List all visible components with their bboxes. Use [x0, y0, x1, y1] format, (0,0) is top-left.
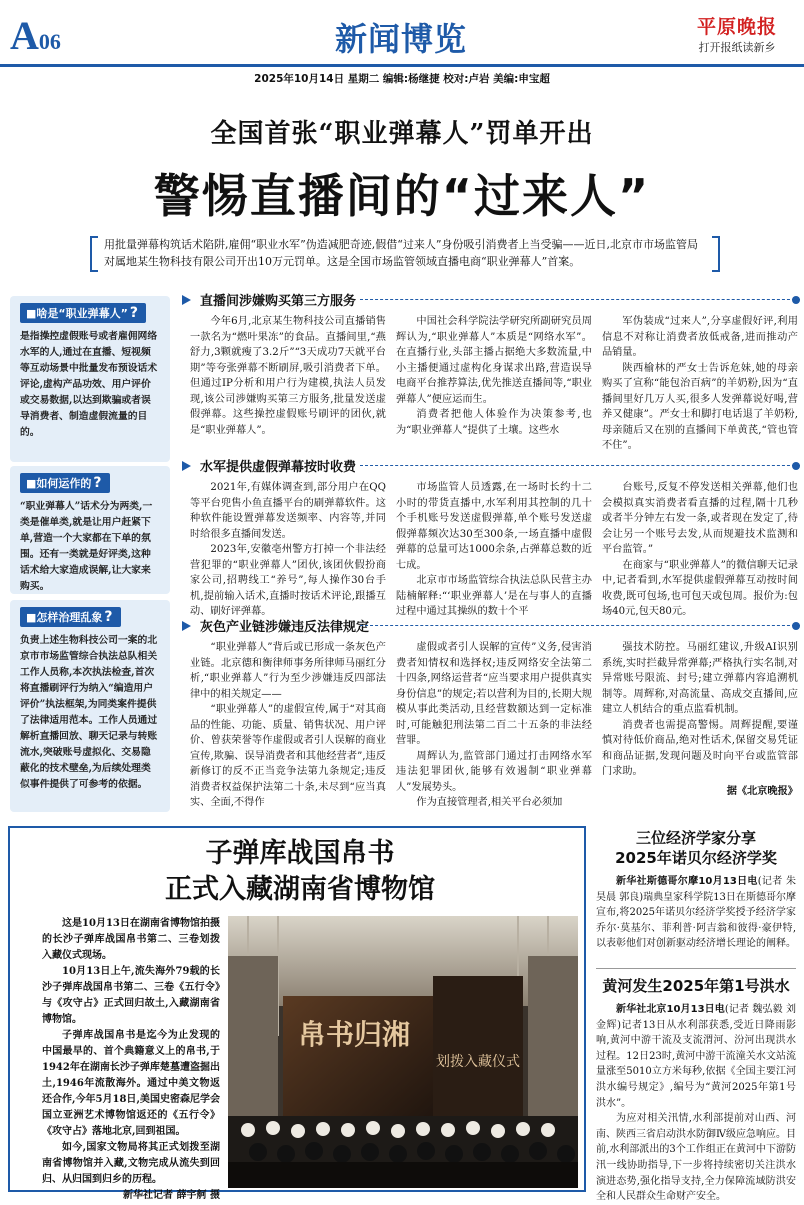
- article-column: “职业弹幕人”背后或已形成一条灰色产业链。北京德和衡律师事务所律师马丽红分析,“职业弹幕人”行为至少涉嫌违反四部法律中的相关规定—— “职业弹幕人”的虚假宣传,属于“对其商品的性能、功能、质量、销售状况、用户评价、曾获荣誉等作虚假或者引人误解的商业宣传,欺骗、误导消费者和其他经营者”,违反新修订的反不正当竞争法第九条规定;违反消费者权益保护法第二十条,未尽到“应当真实、全面,不得作: [190, 642, 386, 808]
- subhead-text: 灰色产业链涉嫌违反法律规定: [200, 620, 370, 635]
- qa-text: 是指操控虚假账号或者雇佣网络水军的人,通过在直播、短视频等互动场景中批量发布预设话术评论,虚构产品功效、用户评价或交易数据,以达到欺骗或者误导消费者、制造虚假流量的目的。: [20, 331, 158, 438]
- feature-box: [8, 826, 586, 1201]
- kicker-headline: 全国首张“职业弹幕人”罚单开出: [210, 119, 594, 149]
- dot-icon: [792, 462, 800, 470]
- article-column: 强技术防控。马丽红建议,升级AI识别系统,实时拦截异常弹幕;严格执行实名制,对异常账号限流、封号;建立弹幕内容追溯机制等。周辉称,对高流量、高成交直播间,应建立人机结合的重点监看机制。 消费者也需提高警惕。周辉提醒,要谨慎对待低价商品,绝对性话术,保留交易凭证和商品证据,发现问题及时向平台或监管部门求助。 据《北京晚报》: [602, 640, 798, 812]
- dashed-rule: [360, 625, 800, 626]
- subhead-text: 直播间涉嫌购买第三方服务: [200, 294, 357, 309]
- article-column: 虚假或者引人误解的宣传”义务,侵害消费者知情权和选择权;违反网络安全法第二十四条,网络运营者“应当要求用户提供真实身份信息”的规定;若以营利为目的,长期大规模从事此类活动,且经营数额达到一定标准时,可能触犯刑法第二百二十五条的非法经营罪。 周辉认为,监管部门通过打击网络水军违法犯罪团伙,能够有效遏制“职业弹幕人”发展势头。 作为直接管理者,相关平台必须加: [396, 642, 592, 808]
- brief-title: 三位经济学家分享 2025年诺贝尔经济学奖: [615, 829, 777, 867]
- triangle-icon: [182, 621, 191, 631]
- brief-nobel: [596, 828, 796, 952]
- brief-body: 新华社北京10月13日电(记者 魏弘毅 刘金辉)记者13日从水利部获悉,受近日降雨影响,黄河中游干流及支流渭河、汾河出现洪水过程。12日23时,黄河中游干流潼关水文站流量涨至5010立方米每秒,依据《全国主要江河洪水编号规定》,编号为“黄河2025年第1号洪水”。 为应对相关汛情,水利部提前对山西、河南、陕西三省启动洪水防御Ⅳ级应急响应。目前,水利部派出的3个工作组正在黄河中下游防汛一线协助指导,下一步将持续密切关注洪水演进态势,强化指导支持,全力保障流域防洪安全和人民群众生命财产安全。: [596, 1004, 797, 1203]
- qa-tag: ■怎样治理乱象 ?: [20, 607, 121, 627]
- question-mark-icon: ?: [104, 609, 113, 625]
- ceremony-photo: [228, 916, 578, 1188]
- dateline: 2025年10月14日 星期二 编辑:杨继捷 校对:卢岩 美编:申宝超: [254, 73, 550, 85]
- main-headline: 警惕直播间的“过来人”: [153, 169, 651, 223]
- newspaper-logo: [682, 12, 792, 55]
- dot-icon: [792, 296, 800, 304]
- sidebar-qa-governance: [10, 600, 170, 812]
- lead-text: 用批量弹幕构筑话术陷阱,雇佣“职业水军”伪造减肥奇迹,假借“过来人”身份吸引消费者上当受骗——近日,北京市市场监管局对属地某生物科技有限公司开出10万元罚单。这是全国市场监管领域直播电商“职业弹幕人”首案。: [104, 238, 698, 268]
- section-3-body: [190, 640, 800, 812]
- triangle-icon: [182, 295, 191, 305]
- photo-banner-text: 帛书归湘: [298, 1018, 411, 1051]
- qa-text: 负责上述生物科技公司一案的北京市市场监管综合执法总队相关工作人员称,本次执法检查,首次将直播刷评行为纳入“编造用户评价”执法框架,为同类案件提供了法律适用范本。工作人员通过解析直播回放、聊天记录与转账流水,突破账号虚拟化、交易隐蔽化的技术壁垒,为后续处理类似事件提供了可参考的依据。: [20, 635, 158, 790]
- triangle-icon: [182, 461, 191, 471]
- dashed-rule: [360, 299, 800, 300]
- newspaper-name: 平原晚报: [696, 16, 777, 38]
- section-2-body: [190, 480, 800, 617]
- subhead-1: [180, 290, 800, 310]
- subhead-3: [180, 616, 800, 636]
- photo-caption-text: 划拨入藏仪式: [436, 1054, 520, 1070]
- newspaper-slogan: 打开报纸读新乡: [698, 41, 776, 54]
- article-column: 台账号,反复不停发送相关弹幕,他们也会模拟真实消费者看直播的过程,隔十几秒或者半分钟左右发一条,或者现在发定了,待会让另一个账号去发,从而规避技术监测和平台监管。” 在商家与“职业弹幕人”的微信聊天记录中,记者看到,水军提供虚假弹幕互动按时间收费,既可包场,也可包天或包周。报价为:包场40元,包天80元。: [602, 482, 798, 617]
- article-column: 今年6月,北京某生物科技公司直播销售一款名为“燃叶果冻”的食品。直播间里,“燕舒力,3颗就瘦了3.2斤”“3天成功7天就平台期”等夸张弹幕不断刷屏,吸引消费者下单。但通过IP分析和用户行为建模,执法人员发现,该公司涉嫌购买第三方服务,批量发送虚假弹幕。这些操控虚假账号刷评的团伙,就是“职业弹幕人”。: [190, 316, 386, 436]
- page-number: A06: [10, 13, 61, 58]
- brief-title: 黄河发生2025年第1号洪水: [602, 977, 790, 995]
- dot-icon: [792, 622, 800, 630]
- feature-title: 子弹库战国帛书 正式入藏湖南省博物馆: [165, 838, 435, 905]
- article-source: 据《北京晚报》: [726, 784, 798, 797]
- question-mark-icon: ?: [129, 305, 138, 321]
- qa-tag: ■啥是“职业弹幕人” ?: [20, 303, 146, 323]
- sidebar-qa-how: [10, 466, 170, 594]
- brief-body: 新华社斯德哥尔摩10月13日电(记者 朱昊晨 郭良)瑞典皇家科学院13日在斯德哥尔摩宣布,将2025年诺贝尔经济学奖授予经济学家乔尔·莫基尔、菲利普·阿吉翁和彼得·豪伊特,以表彰他们对创新驱动经济增长理论的阐释。: [596, 876, 796, 950]
- lead-paragraph: [90, 236, 720, 270]
- dashed-rule: [360, 465, 800, 466]
- section-title: 新闻博览: [334, 20, 467, 58]
- section-1-body: [190, 314, 800, 454]
- article-column: 市场监管人员透露,在一场时长约十二小时的带货直播中,水军利用其控制的几十个手机账号发送虚假弹幕,单个账号发送虚假弹幕频次达30至300条,一场直播中虚假弹幕的总量可达1000余条,占弹幕总数的近七成。 北京市市场监管综合执法总队民营主办陆楠解释:“‘职业弹幕人’是在与事人的直播过程中通过其操纵的数十个平: [396, 482, 592, 617]
- article-column: 军伪装成“过来人”,分享虚假好评,利用信息不对称让消费者放低戒备,进而推动产品销量。 陕西榆林的严女士告诉危妹,她的母亲购买了宣称“能包治百病”的羊奶粉,因为“直播间里好几万人买,很多人发弹幕说好喝,营养又健康”。严女士和脚打电话退了羊奶粉,母亲随后又在别的直播间下单黄芪,“管也管不住”。: [602, 316, 798, 451]
- question-mark-icon: ?: [93, 475, 102, 491]
- article-column: 中国社会科学院法学研究所副研究员周辉认为,“职业弹幕人”本质是“网络水军”。在直播行业,头部主播占据绝大多数流量,中小主播便通过虚构化身谋求出路,营造误导电商平台推荐算法,优先推送直播间等,“职业弹幕人”便应运而生。 消费者把他人体验作为决策参考,也为“职业弹幕人”提供了土壤。这些水: [396, 316, 592, 436]
- feature-text: 这是10月13日在湖南省博物馆拍摄的长沙子弹库战国帛书第二、三卷划拨入藏仪式现场。 10月13日上午,流失海外79载的长沙子弹库战国帛书第二、三卷《五行令》与《攻守占》正式回归故土,入藏湖南省博物馆。 子弹库战国帛书是迄今为止发现的中国最早的、首个典籍意义上的帛书,于1942年在湖南长沙子弹库楚墓遭盗掘出土,1946年流散海外。通过中美文物返还合作,今年5月18日,美国史密森尼学会国立亚洲艺术博物馆返还的《五行令》《攻守占》落地北京,回到祖国。 如今,国家文物局将其正式划拨至湖南省博物馆并入藏,文物完成从流失到回归、从归国到归乡的历程。 新华社记者 薛宇舸 摄: [42, 916, 220, 1204]
- bracket-right: [712, 236, 720, 272]
- bracket-left: [90, 236, 98, 272]
- qa-text: “职业弹幕人”话术分为两类,一类是催单类,就是让用户赶紧下单,营造一个大家都在下单的氛围。还有一类就是好评类,这种话术给大家造成误解,让大家来购买。: [20, 501, 153, 592]
- sidebar-qa-what: [10, 296, 170, 462]
- subhead-text: 水军提供虚假弹幕按时收费: [200, 460, 357, 475]
- ceremony-photo-illustration: [228, 916, 578, 1188]
- header-divider: [0, 64, 804, 67]
- qa-tag: ■如何运作的 ?: [20, 473, 110, 493]
- article-column: 2021年,有媒体调查到,部分用户在QQ等平台兜售小鱼直播平台的刷弹幕软件。这种软件能设置弹幕发送频率、内容等,并同时给很多直播间发送。 2023年,安徽亳州警方打掉一个非法经营犯罪的“职业弹幕人”团伙,该团伙假扮商家公司,招聘线工“养号”,每人操作30台手机,提前输入话术,直播时按话术评论,跟播互动、刷好评弹幕。: [190, 482, 386, 617]
- subhead-2: [180, 456, 800, 476]
- brief-divider: [596, 968, 796, 969]
- photo-credit: 新华社记者 薛宇舸 摄: [123, 1190, 220, 1201]
- brief-yellow-river: [596, 976, 796, 1205]
